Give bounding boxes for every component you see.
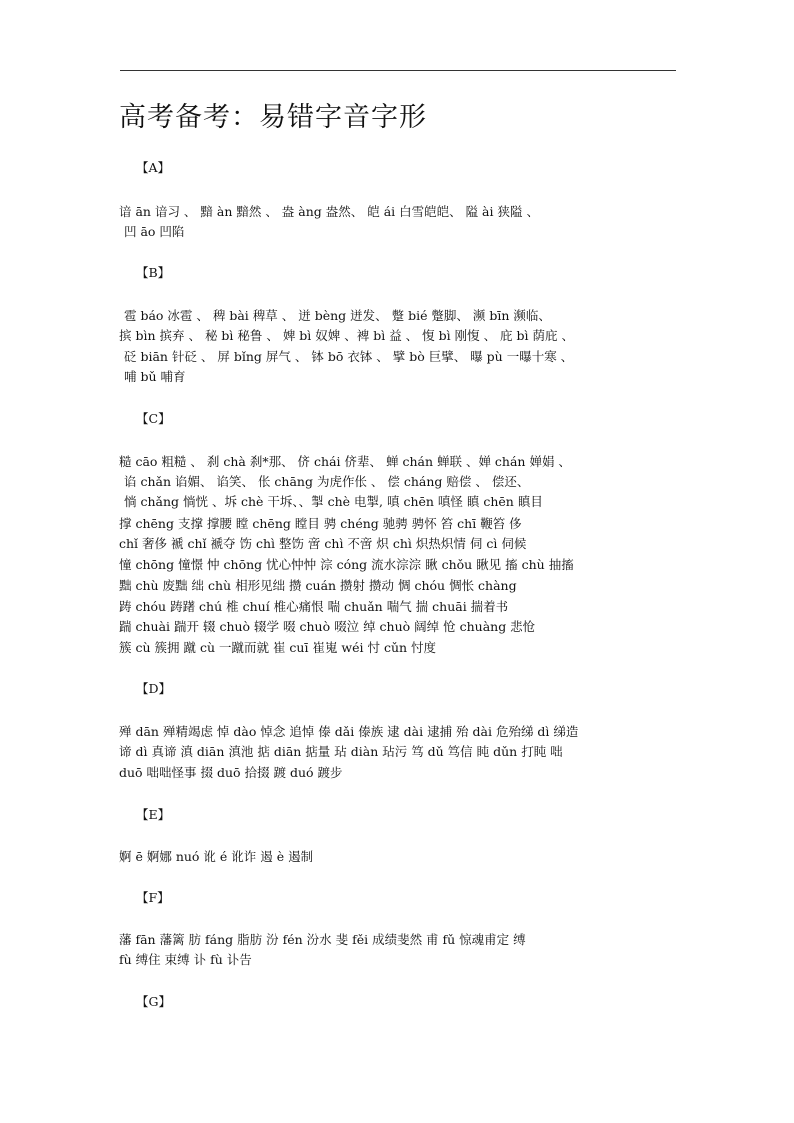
text-line: 凹 āo 凹陷 xyxy=(124,224,185,239)
text-line: 惝 chǎng 惝恍 、坼 chè 干坼、、掣 chè 电掣, 嗔 chēn 嗔怪 瞋 chēn 瞋目 xyxy=(124,494,543,509)
section-heading-a: 【A】 xyxy=(136,160,171,175)
page-title: 高考备考：易错字音字形 xyxy=(119,102,427,133)
text-line: 踌 chóu 踌躇 chú 椎 chuí 椎心痛恨 喘 chuǎn 喘气 揣 chuāi 揣着书 xyxy=(119,599,509,614)
text-line: 砭 biān 针砭 、 屏 bǐng 屏气 、 钵 bō 衣钵 、 擘 bò 巨擘、 曝 pù 一曝十寒 、 xyxy=(124,349,574,364)
top-rule xyxy=(120,70,676,71)
text-line: 撑 chēng 支撑 撑腰 瞠 chēng 瞠目 骋 chéng 驰骋 骋怀 笞 chī 鞭笞 侈 xyxy=(119,516,522,531)
section-heading-b: 【B】 xyxy=(136,265,171,280)
text-line: 雹 báo 冰雹 、 稗 bài 稗草 、 迸 bèng 迸发、 蹩 bié 蹩脚、 濒 bīn 濒临、 xyxy=(124,308,551,323)
section-heading-d: 【D】 xyxy=(136,681,172,696)
text-line: 殚 dān 殚精竭虑 悼 dào 悼念 追悼 傣 dǎi 傣族 逮 dài 逮捕 殆 dài 危殆绨 dì 绨造 xyxy=(119,724,579,739)
text-line: 藩 fān 藩篱 肪 fáng 脂肪 汾 fén 汾水 斐 fěi 成绩斐然 甫 fǔ 惊魂甫定 缚 xyxy=(119,932,526,947)
section-heading-f: 【F】 xyxy=(136,890,170,905)
section-heading-g: 【G】 xyxy=(136,994,171,1009)
text-line: 簇 cù 簇拥 蹴 cù 一蹴而就 崔 cuī 崔嵬 wéi 忖 cǔn 忖度 xyxy=(119,640,437,655)
text-line: fù 缚住 束缚 讣 fù 讣告 xyxy=(119,952,252,967)
text-line: 哺 bǔ 哺育 xyxy=(124,369,186,384)
text-line: 谙 ān 谙习 、 黯 àn 黯然 、 盎 àng 盎然、 皑 ái 白雪皑皑、 隘 ài 狭隘 、 xyxy=(119,204,539,219)
text-line: 糙 cāo 粗糙 、 刹 chà 刹*那、 侪 chái 侪辈、 蝉 chán 蝉联 、婵 chán 婵娟 、 xyxy=(119,454,571,469)
text-line: 黜 chù 废黜 绌 chù 相形见绌 攒 cuán 攒射 攒动 惆 chóu 惆怅 chàng xyxy=(119,578,517,593)
text-line: 踹 chuài 踹开 辍 chuò 辍学 啜 chuò 啜泣 绰 chuò 阔绰 怆 chuàng 悲怆 xyxy=(119,619,536,634)
text-line: chǐ 奢侈 褫 chǐ 褫夺 饬 chì 整饬 啻 chì 不啻 炽 chì 炽热炽情 伺 cì 伺候 xyxy=(119,536,527,551)
text-line: 摈 bìn 摈弃 、 秘 bì 秘鲁 、 婢 bì 奴婢 、裨 bì 益 、 愎 bì 刚愎 、 庇 bì 荫庇 、 xyxy=(119,328,574,343)
section-heading-c: 【C】 xyxy=(136,411,171,426)
section-heading-e: 【E】 xyxy=(136,807,171,822)
text-line: 谄 chǎn 谄媚、 谄笑、 伥 chāng 为虎作伥 、 偿 cháng 赔偿 、 偿还、 xyxy=(124,474,530,489)
text-line: 谛 dì 真谛 滇 diān 滇池 掂 diān 掂量 玷 diàn 玷污 笃 dǔ 笃信 盹 dǔn 打盹 咄 xyxy=(119,744,563,759)
text-line: 婀 ē 婀娜 nuó 讹 é 讹诈 遏 è 遏制 xyxy=(119,849,314,864)
text-line: 憧 chōng 憧憬 忡 chōng 忧心忡忡 淙 cóng 流水淙淙 瞅 chǒu 瞅见 搐 chù 抽搐 xyxy=(119,557,574,572)
text-line: duō 咄咄怪事 掇 duō 拾掇 踱 duó 踱步 xyxy=(119,765,343,780)
